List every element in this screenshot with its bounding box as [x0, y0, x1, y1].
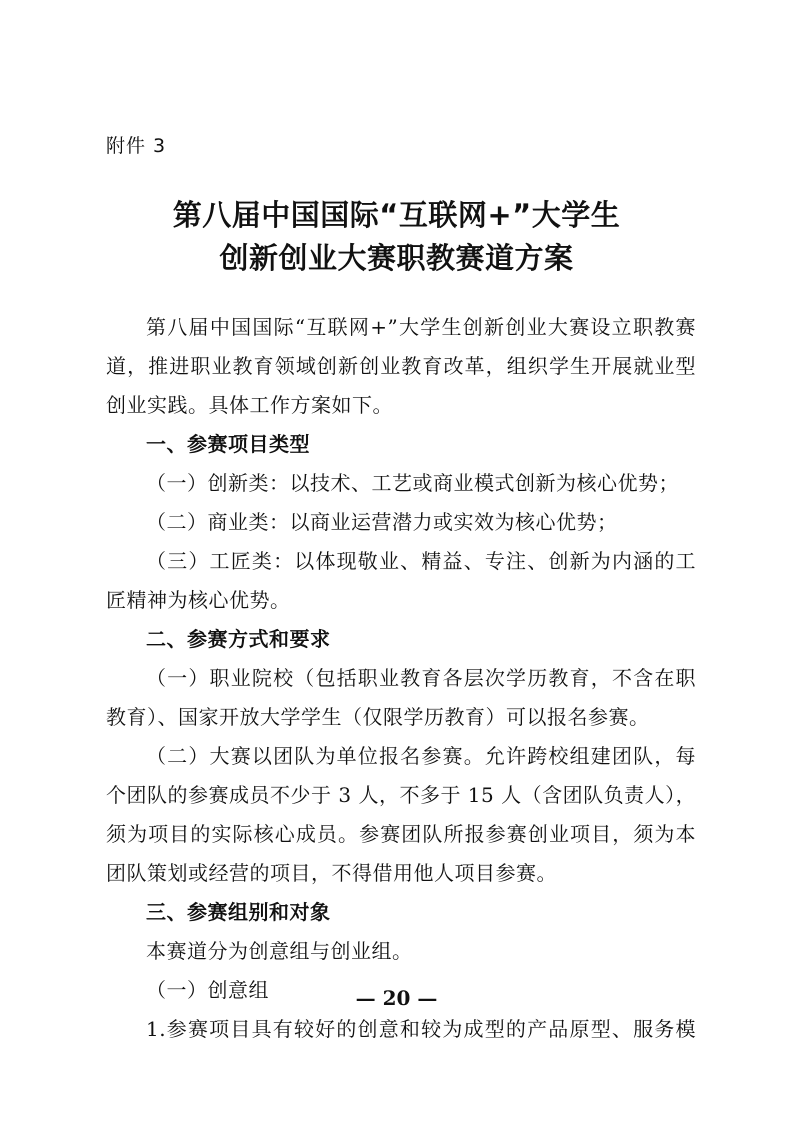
section-heading-1: 一、参赛项目类型 [146, 432, 310, 456]
paragraph-line: 第八届中国国际“互联网+”大学生创新创业大赛设立职教赛 [146, 315, 696, 339]
paragraph-line: 本赛道分为创意组与创业组。 [146, 939, 413, 963]
paragraph-line: 1.参赛项目具有较好的创意和较为成型的产品原型、服务模 [146, 1017, 696, 1041]
paragraph-line: （二）商业类：以商业运营潜力或实效为核心优势； [146, 510, 618, 534]
section-heading-2: 二、参赛方式和要求 [146, 627, 331, 651]
title-line-2: 创新创业大赛职教赛道方案 [219, 241, 574, 275]
body-text [106, 308, 696, 1049]
paragraph-line: （一）创意组 [146, 978, 269, 1002]
paragraph-line: 道，推进职业教育领域创新创业教育改革，组织学生开展就业型 [106, 354, 696, 378]
paragraph-line: （一）创新类：以技术、工艺或商业模式创新为核心优势； [146, 471, 679, 495]
paragraph-line: 须为项目的实际核心成员。参赛团队所报参赛创业项目，须为本 [106, 822, 696, 846]
paragraph-line: 教育）、国家开放大学学生（仅限学历教育）可以报名参赛。 [106, 705, 650, 729]
page-number: — 20 — [355, 986, 438, 1010]
paragraph-line: 个团队的参赛成员不少于 3 人，不多于 15 人（含团队负责人）， [106, 783, 696, 807]
paragraph-line: 团队策划或经营的项目，不得借用他人项目参赛。 [106, 861, 557, 885]
paragraph-line: 匠精神为核心优势。 [106, 588, 291, 612]
paragraph-line: 创业实践。具体工作方案如下。 [106, 393, 393, 417]
attachment-label: 附件 3 [106, 135, 167, 157]
section-heading-3: 三、参赛组别和对象 [146, 900, 331, 924]
paragraph-line: （三）工匠类：以体现敬业、精益、专注、创新为内涵的工 [146, 549, 696, 573]
paragraph-line: （一）职业院校（包括职业教育各层次学历教育，不含在职 [146, 666, 696, 690]
paragraph-line: （二）大赛以团队为单位报名参赛。允许跨校组建团队，每 [146, 744, 696, 768]
title-line-1: 第八届中国国际“互联网+”大学生 [172, 198, 621, 232]
